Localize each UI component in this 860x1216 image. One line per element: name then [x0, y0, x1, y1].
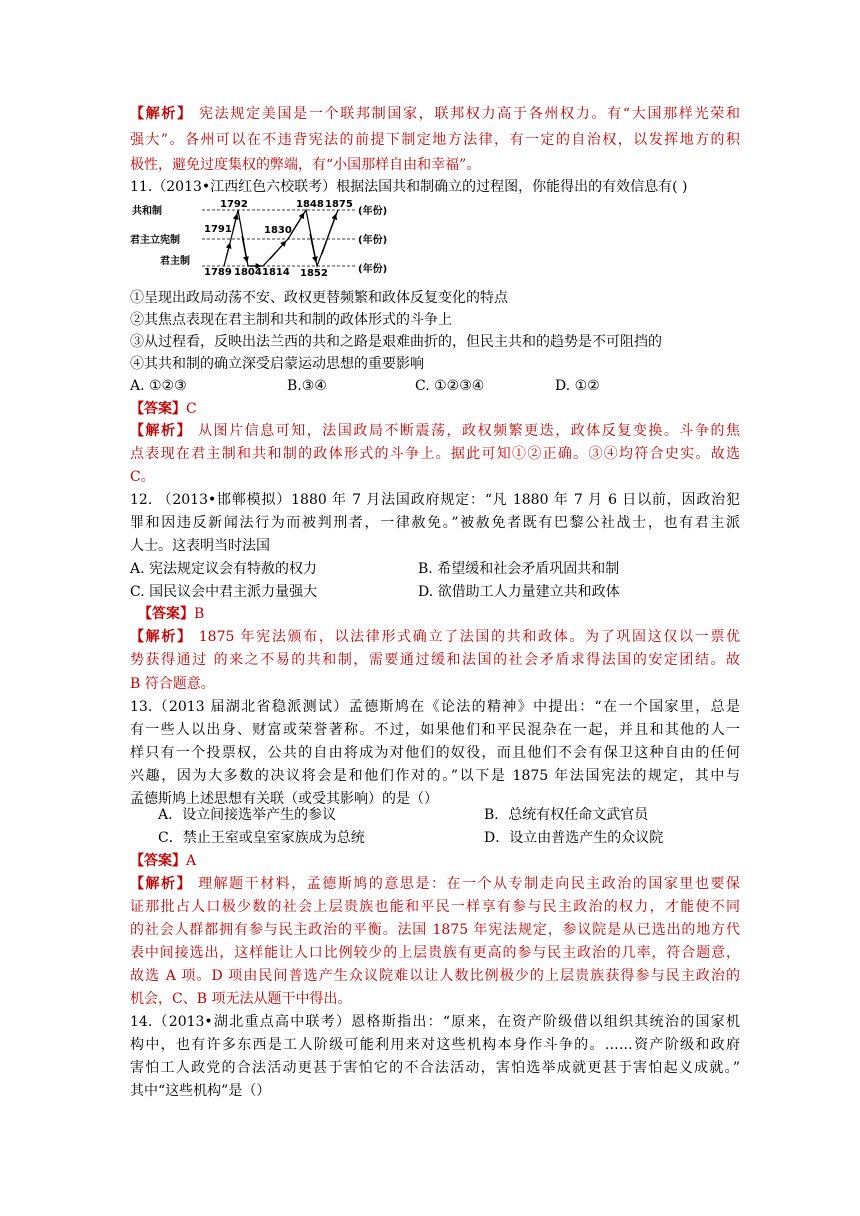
arrow-1852-1875: [322, 214, 336, 254]
q12-jiexi-line-3: B 符合题意。: [130, 676, 215, 692]
q13-stem-line-3: 样只有一个投票权，公共的自由将成为对他们的奴役，而且他们不会有保卫这种自由的任何: [130, 745, 740, 761]
q10-jiexi-line-3: 极性，避免过度集权的弊端，有“小国那样自由和幸福”。: [130, 157, 481, 173]
arrow-1791-1792: [233, 214, 237, 231]
year-1789: 1789: [204, 267, 232, 278]
q13-stem-line-4: 兴趣，因为大多数的决议将会是和他们作对的。”以下是 1875 年法国宪法的规定，其中与: [130, 768, 740, 784]
year-1875: 1875: [325, 199, 353, 210]
q13-jiexi-line-1: 【解析】 理解题干材料，孟德斯鸠的意思是：在一个从专制走向民主政治的国家里也要保: [130, 876, 740, 892]
year-1830: 1830: [264, 225, 292, 236]
process-line: [224, 210, 338, 266]
q11-jiexi-line-3: C。: [130, 469, 155, 485]
q11-option-d: D. ①②: [555, 378, 600, 394]
q12-jiexi-line-1: 【解析】 1875 年宪法颁布，以法律形式确立了法国的共和政体。为了巩固这仅以一票优: [130, 629, 741, 645]
q13-answer: 【答案】A: [130, 853, 197, 869]
arrow-1830-1848: [291, 213, 304, 234]
q11-option-a: A. ①②③: [130, 378, 187, 394]
q12-answer: 【答案】B: [138, 606, 205, 622]
year-1852: 1852: [300, 268, 328, 279]
q13-stem-line-5: 孟德斯鸠上述思想有关联（或受其影响）的是（）: [130, 791, 438, 807]
q11-item-4: ④其共和制的确立深受启蒙运动思想的重要影响: [130, 356, 424, 372]
q13-jiexi-line-4: 表中间接选出，这样能让人口比例较少的上层贵族有更高的参与民主政治的几率，符合题意，: [130, 945, 740, 961]
q12-option-a: A. 宪法规定议会有特赦的权力: [130, 561, 318, 577]
q13-option-a: A．设立间接选举产生的参议: [158, 807, 337, 823]
q11-item-2: ②其焦点表现在君主制和共和制的政体形式的斗争上: [130, 312, 452, 328]
q12-stem-line-3: 人士。这表明当时法国: [130, 538, 270, 554]
q13-stem-line-2: 有一些人以出身、财富或荣誉著称。不过，如果他们和平民混杂在一起，并且和其他的人一: [130, 722, 740, 738]
q10-jiexi-line-2: 强大”。各州可以在不违背宪法的前提下制定地方法律，有一定的自治权，以发挥地方的积: [130, 132, 740, 148]
q13-jiexi-line-5: 故选 A 项。D 项由民间普选产生众议院难以让人数比例极少的上层贵族获得参与民主政治的: [130, 968, 740, 984]
q11-option-b: B.③④: [287, 378, 327, 394]
arrow-1848-1852: [310, 234, 316, 262]
arrow-1814-1830: [270, 241, 286, 259]
q13-jiexi-line-2: 证那批占人口极少数的社会上层贵族也能和平民一样享有参与民主政治的权力，才能使不同: [130, 899, 740, 915]
q11-item-1: ①呈现出政局动荡不安、政权更替频繁和政体反复变化的特点: [130, 290, 508, 306]
republic-process-diagram: [130, 196, 400, 280]
q10-jiexi-line-1: 【解析】 宪法规定美国是一个联邦制国家，联邦权力高于各州权力。有“大国那样光荣和: [130, 106, 740, 122]
year-1792: 1792: [220, 199, 248, 210]
q14-stem-line-4: 其中“这些机构”是（）: [130, 1083, 271, 1099]
row-label-republic: 共和制: [132, 206, 162, 217]
year-1848: 1848: [296, 199, 324, 210]
arrow-1789-1791: [226, 243, 230, 258]
q13-option-d: D．设立由普选产生的众议院: [484, 830, 664, 846]
q13-option-b: B．总统有权任命文武官员: [484, 807, 649, 823]
q14-stem-line-2: 构中，也有许多东西是工人阶级可能利用来对这些机构本身作斗争的。……资产阶级和政府: [130, 1037, 740, 1053]
year-1804: 1804: [234, 267, 262, 278]
year-1791: 1791: [204, 224, 232, 235]
arrow-1792-1804: [242, 236, 247, 262]
q12-stem-line-1: 12. （2013•邯郸模拟）1880 年 7 月法国政府规定：“凡 1880 年 7 月 6 日以前，因政治犯: [130, 492, 740, 508]
q11-jiexi-line-2: 点表现在君主制和共和制的政体形式的斗争上。据此可知①②正确。③④均符合史实。故选: [130, 446, 740, 462]
q13-jiexi-line-3: 的社会人群都拥有参与民主政治的平衡。法国 1875 年宪法规定，参议院是从已选出的地方代: [130, 922, 740, 938]
q13-option-c: C．禁止王室或皇室家族成为总统: [158, 830, 365, 846]
q12-option-b: B. 希望缓和社会矛盾巩固共和制: [418, 561, 620, 577]
jiexi-tag: 【解析】: [130, 106, 193, 122]
row-label-monarchy: 君主制: [160, 256, 190, 267]
q11-jiexi-line-1: 【解析】 从图片信息可知，法国政局不断震荡，政权频繁更迭，政体反复变换。斗争的焦: [130, 423, 740, 439]
q11-answer: 【答案】C: [130, 401, 197, 417]
q12-stem-line-2: 罪和因违反新闻法行为而被判刑者，一律赦免。”被赦免者既有巴黎公社战士，也有君主派: [130, 515, 740, 531]
year-suffix-mid: (年份): [358, 235, 388, 246]
q11-option-c: C. ①②③④: [415, 378, 485, 394]
q12-option-d: D. 欲借助工人力量建立共和政体: [418, 584, 620, 600]
q14-stem-line-3: 害怕工人政党的合法活动更甚于害怕它的不合法活动，害怕选举成就更甚于害怕起义成就。”: [130, 1060, 740, 1076]
year-suffix-bottom: (年份): [358, 264, 388, 275]
q11-item-3: ③从过程看，反映出法兰西的共和之路是艰难曲折的，但民主共和的趋势是不可阻挡的: [130, 334, 662, 350]
q12-option-c: C. 国民议会中君主派力量强大: [130, 584, 318, 600]
year-1814: 1814: [262, 267, 290, 278]
q11-stem: 11.（2013•江西红色六校联考）根据法国共和制确立的过程图，你能得出的有效信息有( ): [130, 179, 688, 195]
q13-jiexi-line-6: 机会，C、B 项无法从题干中得出。: [130, 991, 352, 1007]
q13-stem-line-1: 13.（2013 届湖北省稳派测试）孟德斯鸠在《论法的精神》中提出：“在一个国家里，总是: [130, 699, 740, 715]
q14-stem-line-1: 14.（2013•湖北重点高中联考）恩格斯指出：“原来，在资产阶级借以组织其统治的国家机: [130, 1014, 740, 1030]
year-suffix-top: (年份): [358, 206, 388, 217]
row-label-constitutional: 君主立宪制: [130, 235, 180, 246]
q12-jiexi-line-2: 势获得通过 的来之不易的共和制，需要通过缓和法国的社会矛盾求得法国的安定团结。故: [130, 652, 740, 668]
